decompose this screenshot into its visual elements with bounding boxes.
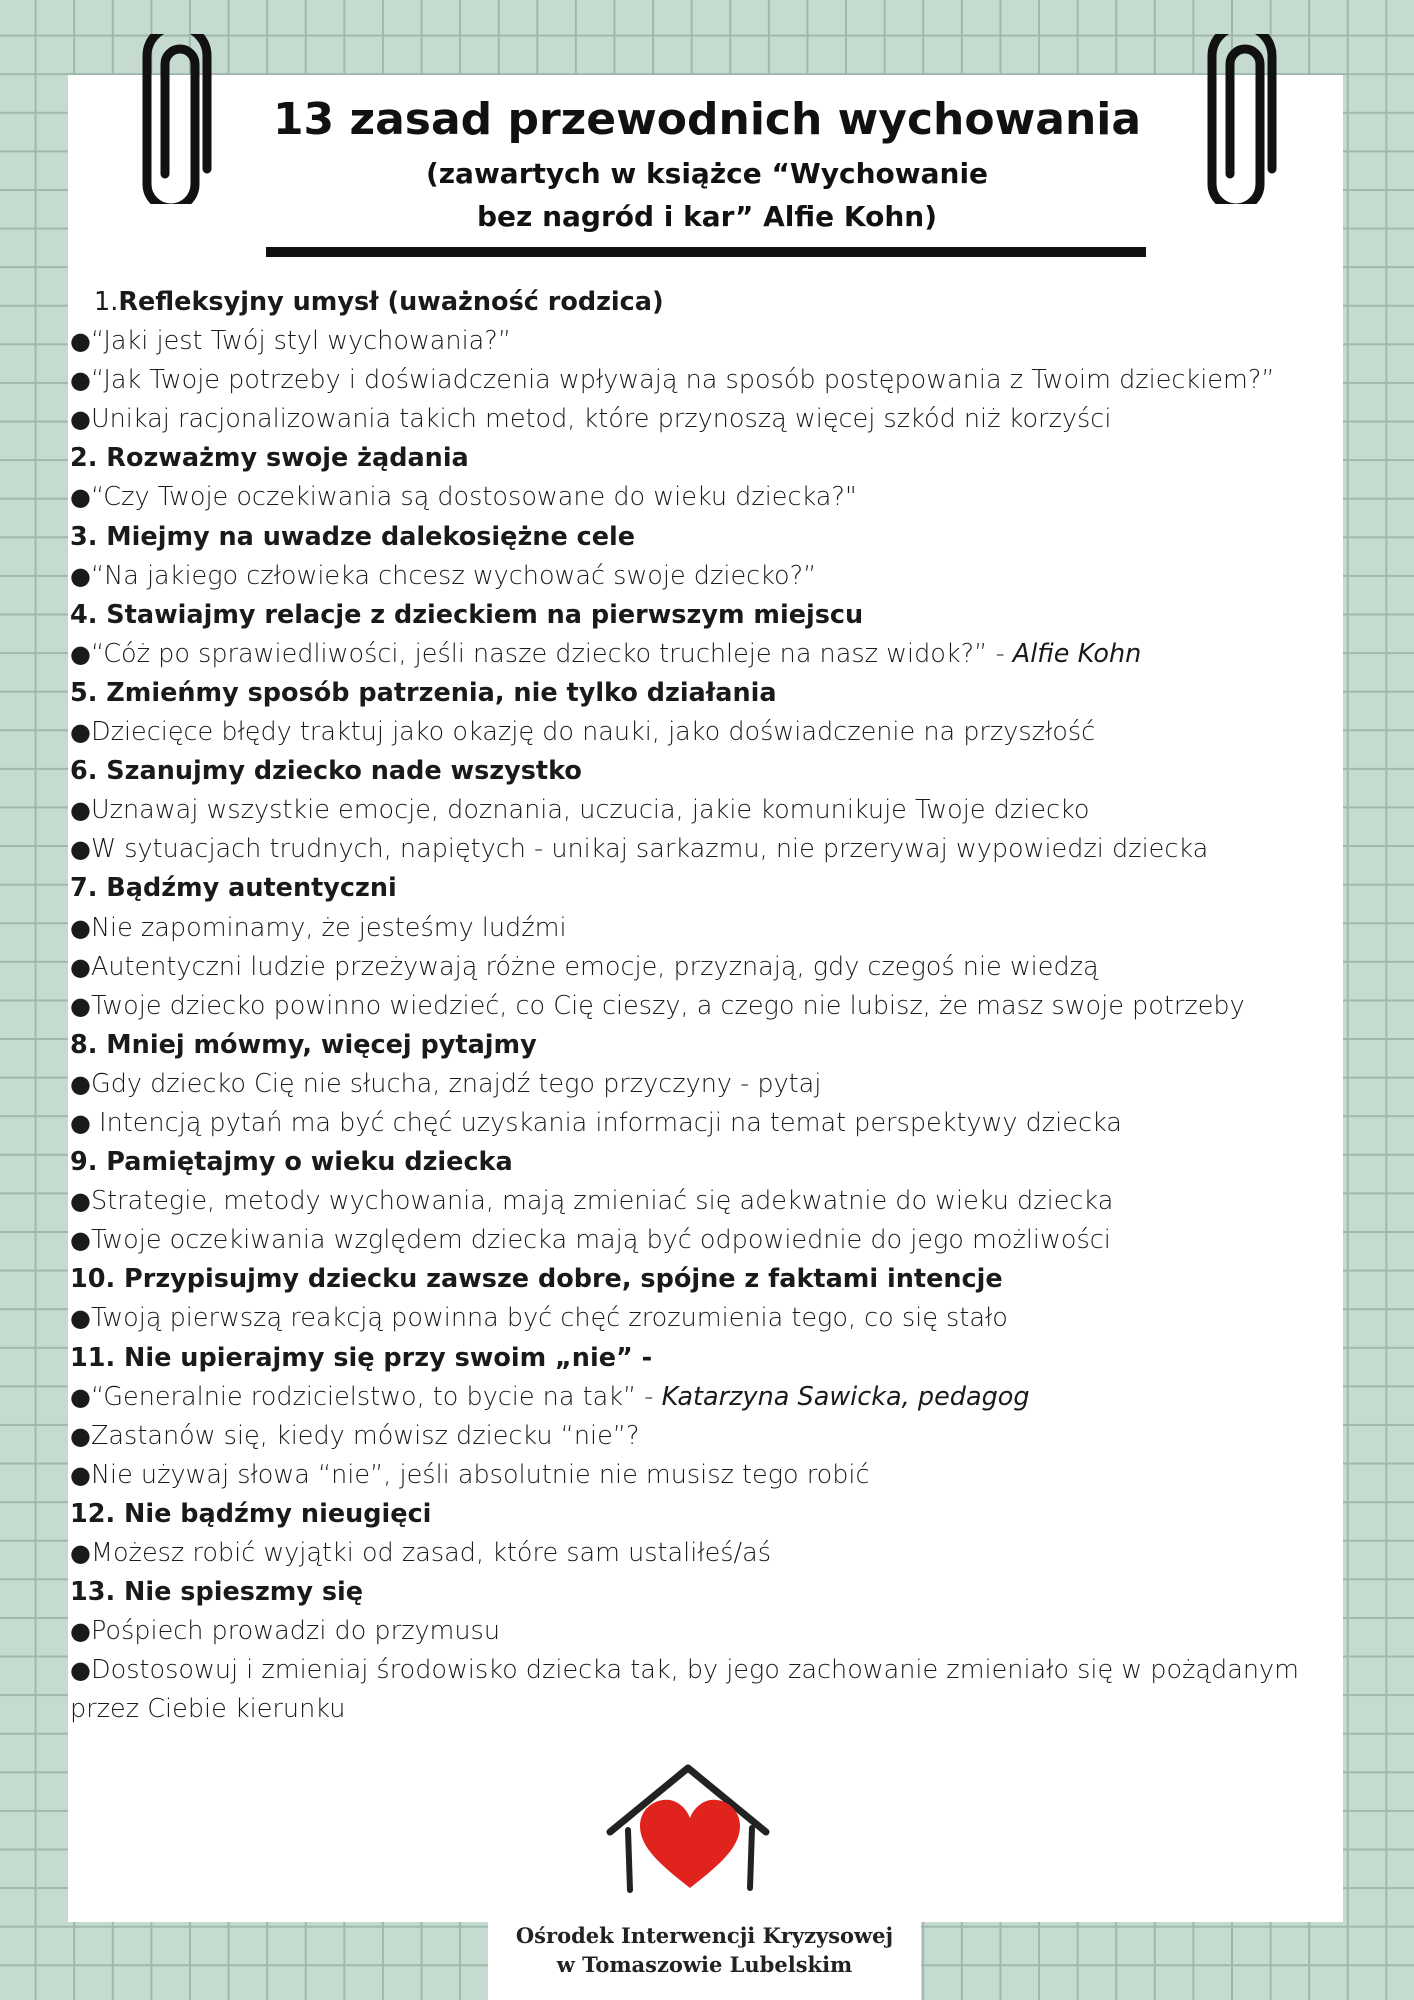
principle-heading-text: 2. Rozważmy swoje żądania xyxy=(70,443,469,474)
principle-heading-text: 4. Stawiajmy relacje z dzieckiem na pierwszym miejscu xyxy=(70,599,864,630)
principle-item xyxy=(70,791,1350,830)
principle-item-text: Unikaj racjonalizowania takich metod, które przynoszą więcej szkód niż korzyści xyxy=(90,404,1112,435)
principle-item xyxy=(70,635,1350,674)
bullet-icon: ● xyxy=(70,561,91,590)
bullet-icon: ● xyxy=(70,1539,91,1567)
quote-author: Katarzyna Sawicka, pedagog xyxy=(661,1381,1030,1412)
principle-heading-text: 5. Zmieńmy sposób patrzenia, nie tylko działania xyxy=(70,677,777,708)
bullet-icon: ● xyxy=(70,952,91,981)
principle-heading-text: 3. Miejmy na uwadze dalekosiężne cele xyxy=(70,521,636,552)
bullet-icon: ● xyxy=(70,1108,91,1137)
principle-item-text: Twoją pierwszą reakcją powinna być chęć zrozumienia tego, co się stało xyxy=(90,1303,1008,1334)
principle-item xyxy=(70,909,1350,948)
principle-heading xyxy=(70,1026,1350,1065)
principle-heading-text: 6. Szanujmy dziecko nade wszystko xyxy=(70,756,582,787)
bullet-icon: ● xyxy=(70,327,91,356)
bullet-icon: ● xyxy=(70,796,91,825)
bullet-icon: ● xyxy=(70,835,91,864)
principle-heading-text: 9. Pamiętajmy o wieku dziecka xyxy=(70,1147,513,1178)
principle-item xyxy=(70,1651,1350,1729)
principle-heading xyxy=(70,596,1350,635)
bullet-icon: ● xyxy=(70,1069,91,1098)
principle-item xyxy=(70,478,1350,517)
bullet-icon: ● xyxy=(70,1421,91,1450)
principle-item-text: W sytuacjach trudnych, napiętych - unikaj sarkazmu, nie przerywaj wypowiedzi dziecka xyxy=(90,834,1209,865)
bullet-icon: ● xyxy=(70,1382,91,1411)
principle-heading xyxy=(70,1495,1350,1534)
principle-heading-text: 10. Przypisujmy dziecku zawsze dobre, spójne z faktami intencje xyxy=(70,1264,1003,1295)
organization-location: w Tomaszowie Lubelskim xyxy=(556,1952,853,1977)
quote-author: Alfie Kohn xyxy=(1012,638,1142,669)
principle-item xyxy=(70,1065,1350,1104)
principle-item xyxy=(70,1299,1350,1338)
bullet-icon: ● xyxy=(70,1304,91,1333)
principle-heading xyxy=(70,1339,1350,1378)
bullet-icon: ● xyxy=(70,366,91,395)
principle-item-text: Nie zapominamy, że jesteśmy ludźmi xyxy=(90,912,567,943)
principle-heading-text: 13. Nie spieszmy się xyxy=(70,1577,364,1608)
subtitle-line: (zawartych w książce “Wychowanie xyxy=(425,157,989,190)
house-heart-logo xyxy=(600,1760,780,1900)
principle-number: 1. xyxy=(94,287,119,317)
principle-heading xyxy=(70,869,1350,908)
principle-heading-text: 7. Bądźmy autentyczni xyxy=(70,873,397,904)
principle-item xyxy=(70,1456,1350,1495)
principle-item-text: Uznawaj wszystkie emocje, doznania, uczucia, jakie komunikuje Twoje dziecko xyxy=(90,795,1090,826)
principle-item xyxy=(70,713,1350,752)
principle-item xyxy=(70,322,1350,361)
principle-item-text: Pośpiech prowadzi do przymusu xyxy=(90,1616,500,1647)
page-title: 13 zasad przewodnich wychowania xyxy=(272,94,1142,145)
principle-item xyxy=(70,1612,1350,1651)
principle-item-text: Strategie, metody wychowania, mają zmieniać się adekwatnie do wieku dziecka xyxy=(90,1186,1114,1217)
bullet-icon: ● xyxy=(70,718,91,747)
principle-item-text: Autentyczni ludzie przeżywają różne emocje, przyznają, gdy czegoś nie wiedzą xyxy=(90,951,1099,982)
principle-item-text: “Na jakiego człowieka chcesz wychować swoje dziecko?” xyxy=(90,560,817,591)
principle-heading xyxy=(70,1143,1350,1182)
principle-heading-text: 12. Nie bądźmy nieugięci xyxy=(70,1498,432,1529)
principles-list xyxy=(70,283,1350,1729)
principle-heading-text: 11. Nie upierajmy się przy swoim „nie” - xyxy=(70,1342,653,1373)
principle-item xyxy=(70,1534,1350,1573)
principle-item-text: Nie używaj słowa “nie”, jeśli absolutnie nie musisz tego robić xyxy=(90,1459,870,1490)
bullet-icon: ● xyxy=(70,913,91,942)
bullet-icon: ● xyxy=(70,483,91,512)
principle-item-text: Możesz robić wyjątki od zasad, które sam ustaliłeś/aś xyxy=(90,1538,772,1568)
principle-item-text: “Czy Twoje oczekiwania są dostosowane do wieku dziecka?" xyxy=(90,482,857,513)
principle-heading xyxy=(70,1260,1350,1299)
principle-item xyxy=(70,1104,1350,1143)
bullet-icon: ● xyxy=(70,1460,91,1489)
principle-item-text: “Jak Twoje potrzeby i doświadczenia wpływają na sposób postępowania z Twoim dzieckiem?” xyxy=(90,365,1275,396)
principle-item-text: “Generalnie rodzicielstwo, to bycie na tak” - xyxy=(90,1381,662,1412)
title-divider xyxy=(266,247,1146,257)
principle-heading xyxy=(70,439,1350,478)
principle-item xyxy=(70,948,1350,987)
principle-heading xyxy=(70,1573,1350,1612)
principle-heading xyxy=(70,674,1350,713)
principle-item-text: “Cóż po sprawiedliwości, jeśli nasze dziecko truchleje na nasz widok?” - xyxy=(90,638,1013,669)
principle-heading xyxy=(70,518,1350,557)
principle-heading xyxy=(70,283,1350,322)
principle-item-text: Dostosowuj i zmieniaj środowisko dziecka tak, by jego zachowanie zmieniało się w pożądanym przez Ciebie kierunku xyxy=(70,1655,1299,1725)
organization-name: Ośrodek Interwencji Kryzysowej xyxy=(515,1923,894,1948)
bullet-icon: ● xyxy=(70,1226,91,1255)
principle-item-text: Zastanów się, kiedy mówisz dziecku “nie”? xyxy=(90,1420,640,1451)
bullet-icon: ● xyxy=(70,991,91,1020)
principle-heading-text: Refleksyjny umysł (uważność rodzica) xyxy=(118,287,664,317)
principle-item xyxy=(70,557,1350,596)
principle-heading-text: 8. Mniej mówmy, więcej pytajmy xyxy=(70,1029,537,1060)
principle-item-text: Dziecięce błędy traktuj jako okazję do nauki, jako doświadczenie na przyszłość xyxy=(90,717,1096,748)
principle-item xyxy=(70,1182,1350,1221)
principle-item-text: “Jaki jest Twój styl wychowania?” xyxy=(90,326,512,357)
bullet-icon: ● xyxy=(70,1617,91,1646)
principle-item-text: Intencją pytań ma być chęć uzyskania informacji na temat perspektywy dziecka xyxy=(90,1107,1122,1138)
page-subtitle xyxy=(0,152,1414,238)
organization-label xyxy=(488,1907,921,2000)
principle-item xyxy=(70,1221,1350,1260)
principle-item xyxy=(70,361,1350,400)
principle-heading xyxy=(70,752,1350,791)
principle-item xyxy=(70,1417,1350,1456)
bullet-icon: ● xyxy=(70,405,91,434)
principle-item-text: Twoje dziecko powinno wiedzieć, co Cię cieszy, a czego nie lubisz, że masz swoje potrzeby xyxy=(90,990,1245,1021)
bullet-icon: ● xyxy=(70,639,91,668)
principle-item-text: Gdy dziecko Cię nie słucha, znajdź tego przyczyny - pytaj xyxy=(90,1068,822,1099)
principle-item xyxy=(70,1378,1350,1417)
principle-item xyxy=(70,400,1350,439)
principle-item-text: Twoje oczekiwania względem dziecka mają być odpowiednie do jego możliwości xyxy=(90,1225,1111,1256)
bullet-icon: ● xyxy=(70,1656,91,1685)
principle-item xyxy=(70,830,1350,869)
subtitle-line: bez nagród i kar” Alfie Kohn) xyxy=(477,200,937,233)
principle-item xyxy=(70,987,1350,1026)
bullet-icon: ● xyxy=(70,1187,91,1216)
